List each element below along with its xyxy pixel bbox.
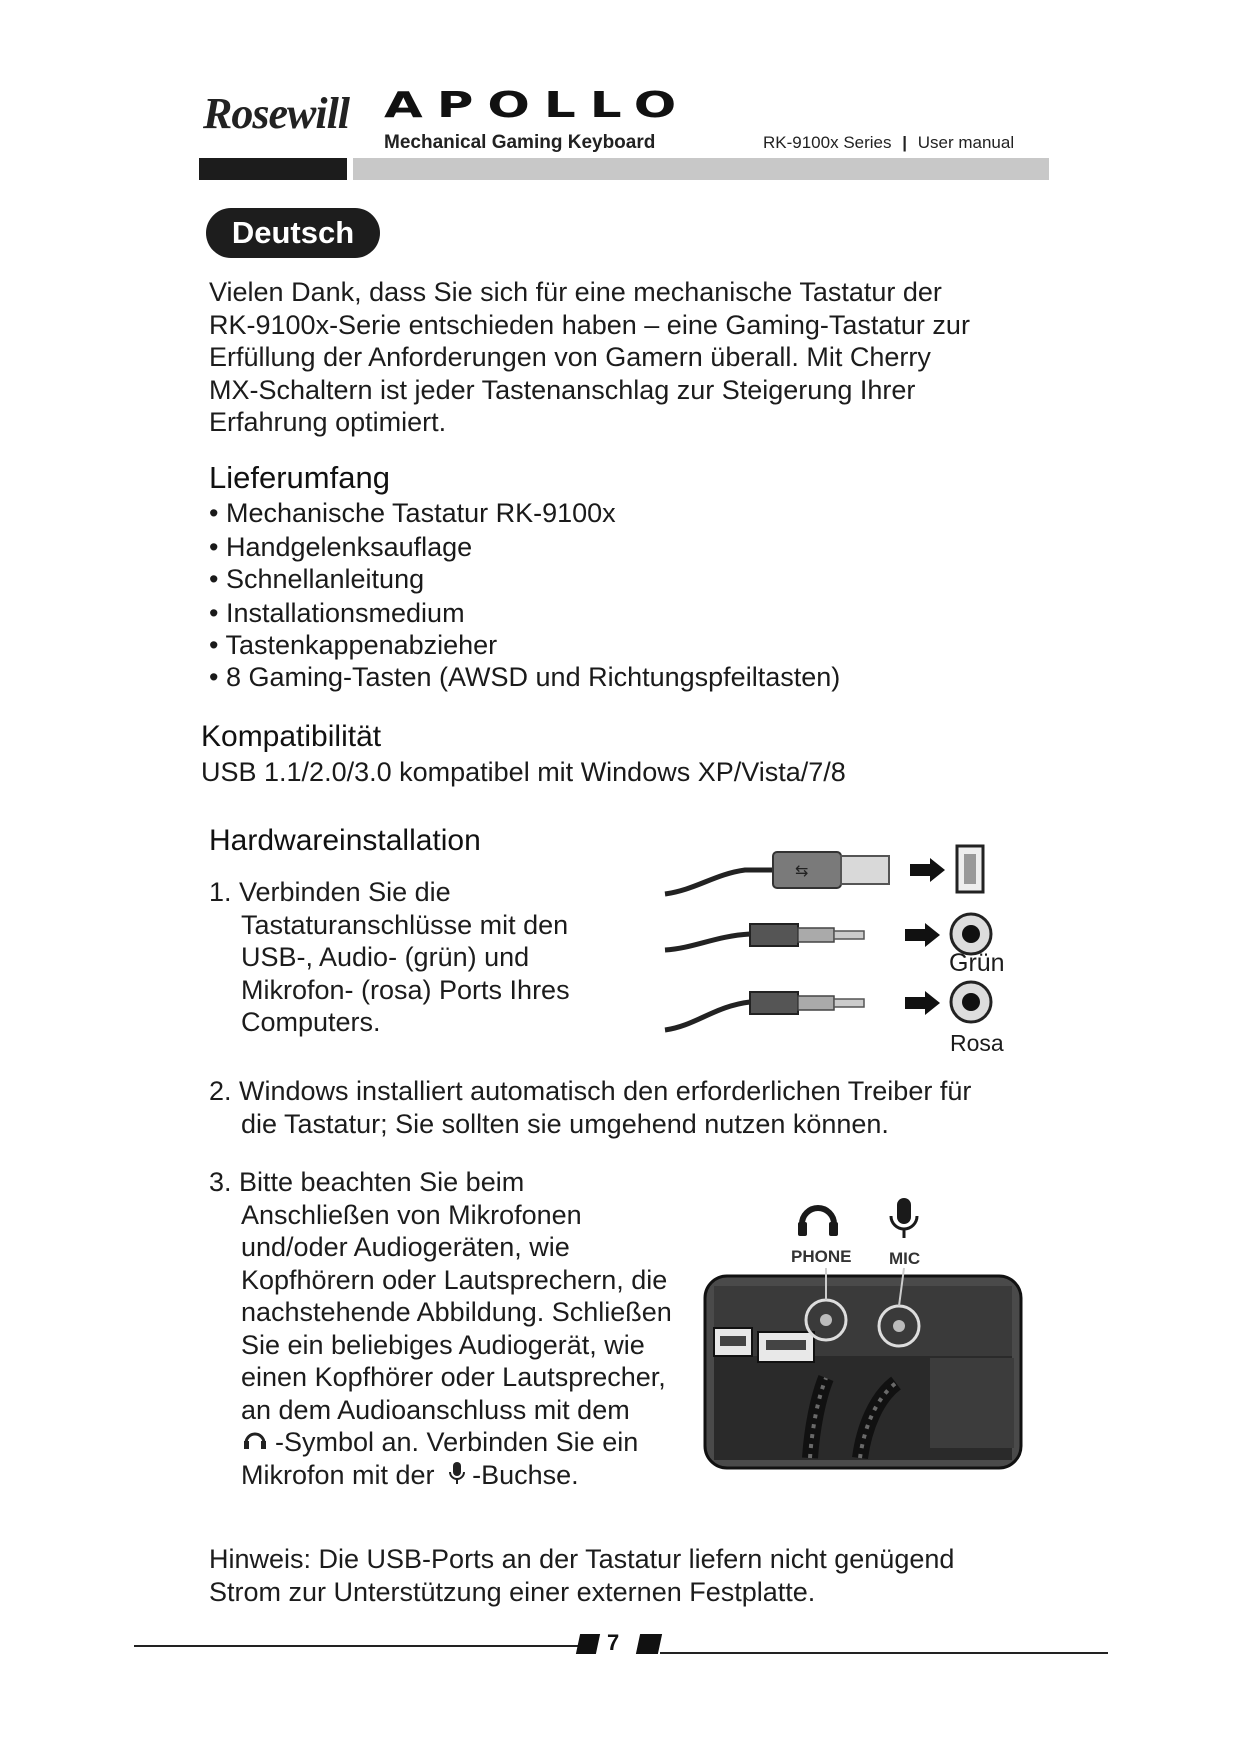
install-step-2 (209, 1075, 1089, 1140)
mic-cable-pink (665, 1002, 750, 1030)
mic-inline-icon (446, 1460, 468, 1490)
note-line: Hinweis: Die USB-Ports an der Tastatur liefern nicht genügend (209, 1544, 955, 1574)
step-line: Computers. (241, 1007, 381, 1037)
header-series (763, 133, 1014, 153)
intro-line: Erfahrung optimiert. (209, 407, 447, 437)
step-line: Anschließen von Mikrofonen (241, 1199, 582, 1230)
note-line: Strom zur Unterstützung einer externen Festplatte. (209, 1576, 816, 1607)
footer-block-right (636, 1634, 662, 1654)
arrow-audio (905, 923, 940, 947)
product-subtitle: Mechanical Gaming Keyboard (384, 132, 656, 153)
step-line: die Tastatur; Sie sollten sie umgehend nutzen können. (241, 1108, 889, 1139)
usb-plug-metal (841, 856, 889, 884)
phone-label: PHONE (791, 1247, 852, 1266)
step-line: Sie ein beliebiges Audiogerät, wie (241, 1329, 645, 1360)
usb-symbol-icon: ⇆ (795, 861, 809, 880)
language-badge: Deutsch (206, 208, 380, 258)
connector-illustration (655, 830, 1015, 1060)
intro-paragraph (209, 276, 1029, 439)
usb-cable (665, 870, 775, 894)
audio-cable-green (665, 934, 750, 950)
product-logo: APOLLO (384, 84, 691, 126)
list-item: • 8 Gaming-Tasten (AWSD und Richtungspfeiltasten) (209, 662, 841, 692)
step-line (209, 1426, 709, 1459)
step-line: an dem Audioanschluss mit dem (241, 1394, 630, 1425)
headphone-inline-icon (241, 1427, 269, 1453)
step-line: einen Kopfhörer oder Lautsprecher, (241, 1362, 666, 1392)
package-heading: Lieferumfang (209, 460, 390, 495)
step-line: 3. Bitte beachten Sie beim (209, 1167, 525, 1197)
step-line: Mikrofon- (rosa) Ports Ihres (241, 974, 570, 1005)
brand-logo: Rosewill (203, 89, 350, 138)
doc-type: User manual (917, 133, 1015, 152)
list-item: • Schnellanleitung (209, 564, 425, 594)
intro-line: Erfüllung der Anforderungen von Gamern überall. Mit Cherry (209, 342, 931, 372)
mic-suffix-text: -Buchse. (472, 1459, 579, 1490)
package-list (209, 497, 840, 693)
label-pink: Rosa (950, 1030, 1004, 1056)
footer-line-right (660, 1652, 1108, 1654)
audio-port-illustration (700, 1188, 1030, 1488)
intro-line: RK-9100x-Serie entschieden haben – eine Gaming-Tastatur zur (209, 309, 970, 340)
list-item: • Tastenkappenabzieher (209, 630, 498, 660)
compat-heading: Kompatibilität (201, 720, 382, 753)
step-line: USB-, Audio- (grün) und (241, 942, 530, 972)
list-item: • Mechanische Tastatur RK-9100x (209, 498, 616, 528)
mic-icon (891, 1198, 917, 1238)
install-heading: Hardwareinstallation (209, 824, 481, 857)
audio-plug-green (750, 924, 798, 946)
phone-symbol-text: -Symbol an. Verbinden Sie ein (275, 1427, 639, 1457)
step-line: und/oder Audiogeräten, wie (241, 1232, 570, 1262)
footer-block-left (576, 1634, 600, 1654)
header-separator: | (902, 133, 908, 152)
intro-line: Vielen Dank, dass Sie sich für eine mechanische Tastatur der (209, 277, 942, 307)
step-line: Kopfhörern oder Lautsprechern, die (241, 1264, 668, 1295)
mic-label: MIC (889, 1249, 921, 1268)
arrow-usb (910, 858, 945, 882)
list-item: • Handgelenksauflage (209, 532, 473, 562)
header-bar-dark (199, 158, 347, 180)
series-name: RK-9100x Series (763, 133, 892, 152)
step-line: 2. Windows installiert automatisch den erforderlichen Treiber für (209, 1076, 972, 1106)
step-line: 1. Verbinden Sie die (209, 877, 451, 907)
mic-plug-pink (750, 992, 798, 1014)
headphone-icon (798, 1208, 838, 1236)
intro-line: MX-Schaltern ist jeder Tastenanschlag zur Steigerung Ihrer (209, 374, 916, 405)
compat-text: USB 1.1/2.0/3.0 kompatibel mit Windows XP/Vista/7/8 (201, 757, 846, 787)
footer-line-left (134, 1645, 590, 1647)
step-line: nachstehende Abbildung. Schließen (241, 1297, 672, 1327)
step-line: Tastaturanschlüsse mit den (241, 909, 569, 940)
label-green: Grün (949, 949, 1005, 977)
mic-prefix-text: Mikrofon mit der (241, 1459, 435, 1490)
list-item: • Installationsmedium (209, 598, 465, 628)
page-number: 7 (607, 1630, 620, 1655)
arrow-mic (905, 991, 940, 1015)
install-step-1 (209, 876, 629, 1039)
note (209, 1543, 1089, 1608)
install-step-3 (209, 1166, 709, 1491)
step-line (209, 1459, 709, 1492)
header-bar-gray (353, 158, 1049, 180)
